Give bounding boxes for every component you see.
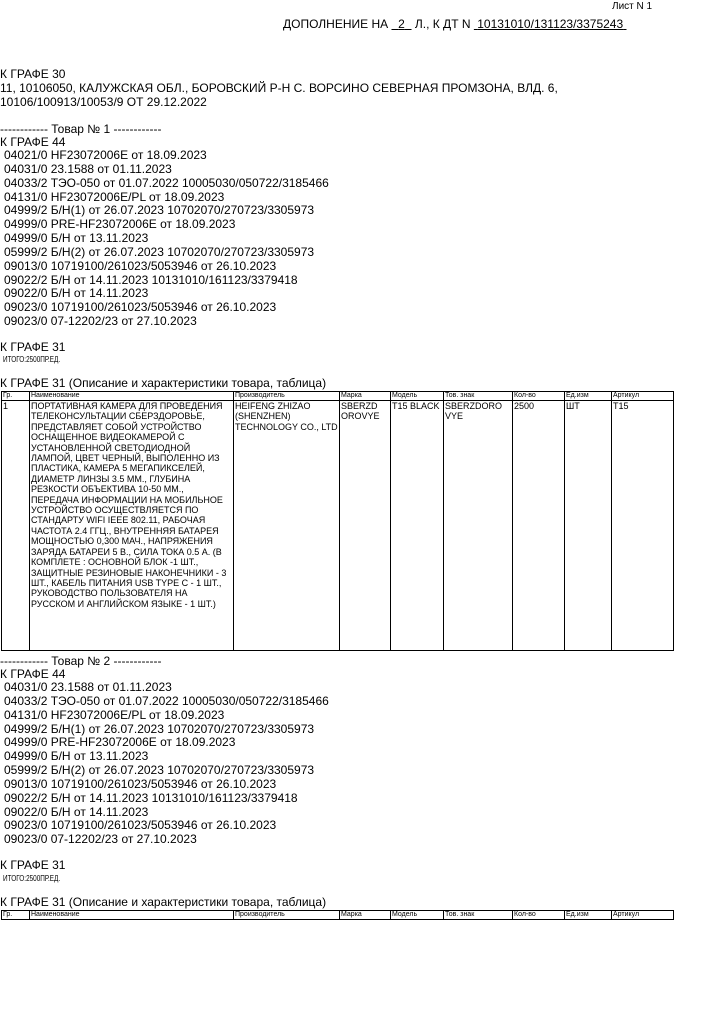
doc-line: 04033/2 ТЭО-050 от 01.07.2022 10005030/050722/3185466 [4,175,329,190]
col-qty: Кол-во [513,911,565,920]
goods1-separator: ------------ Товар № 1 ------------ [0,122,162,136]
doc-line: 04021/0 HF23072006E от 18.09.2023 [4,148,207,162]
col-qty: Кол-во [513,392,565,401]
cell-name: ПОРТАТИВНАЯ КАМЕРА ДЛЯ ПРОВЕДЕНИЯ ТЕЛЕКОНСУЛЬТАЦИИ СБЕРЗДОРОВЬЕ, ПРЕДСТАВЛЯЕТ СОБОЙ УСТРОЙСТВО ОСНАЩЕННОЕ ВИДЕОКАМЕРОЙ С УСТАНОВЛЕННОЙ СВЕТОДИОДНОЙ ЛАМПОЙ, ЦВЕТ ЧЕРНЫЙ, ВЫПОЛЕННО ИЗ ПЛАСТИКА, КАМЕРА 5 МЕГАПИКСЕЛЕЙ, ДИАМЕТР ЛИНЗЫ 3.5 ММ., ГЛУБИНА РЕЗКОСТИ ОБЪЕКТИВА 10-50 ММ., ПЕРЕДАЧА ИНФОРМАЦИИ НА МОБИЛЬНОЕ УСТРОЙСТВО ОСУЩЕСТВЛЯЕТСЯ ПО СТАНДАРТУ WIFI IEEE 802.11, РАБОЧАЯ ЧАСТОТА 2.4 ГГЦ., ВНУТРЕННЯЯ БАТАРЕЯ МОЩНОСТЬЮ 0,300 МАЧ., НАПРЯЖЕНИЯ ЗАРЯДА БАТАРЕИ 5 В., СИЛА ТОКА 0.5 А. (В КОМПЛЕТЕ : ОСНОВНОЙ БЛОК -1 ШТ., ЗАЩИТНЫЕ РЕЗИНОВЫЕ НАКОНЕЧНИКИ - 3 ШТ., КАБЕЛЬ ПИТАНИЯ USB TYPE C - 1 ШТ., РУКОВОДСТВО ПОЛЬЗОВАТЕЛЯ НА РУССКОМ И АНГЛИЙСКОМ ЯЗЫКЕ - 1 ШТ.) [30,401,234,651]
goods2-total: ИТОГО:2500ПР.ЕД. [3,874,61,883]
col-model: Модель [391,392,444,401]
doc-line: 09013/0 10719100/261023/5053946 от 26.10.2023 [4,776,277,791]
doc-line: 04131/0 HF23072006E/PL от 18.09.2023 [4,707,225,722]
goods1-docs-list [4,149,329,329]
doc-line: 09023/0 07-12202/23 от 27.10.2023 [4,832,197,847]
graph30-line1: 11, 10106050, КАЛУЖСКАЯ ОБЛ., БОРОВСКИЙ Р-Н С. ВОРСИНО СЕВЕРНАЯ ПРОМЗОНА, ВЛД. 6, [0,81,558,95]
goods1-table [1,391,674,651]
doc-line: 04999/2 Б/Н(1) от 26.07.2023 10702070/270723/3305973 [4,721,315,736]
document-header [283,17,627,31]
goods1-table-title: К ГРАФЕ 31 (Описание и характеристики товара, таблица) [0,376,327,390]
doc-line: 04033/2 ТЭО-050 от 01.07.2022 10005030/050722/3185466 [4,693,329,708]
goods1-graph31-title: К ГРАФЕ 31 [0,340,66,354]
doc-line: 09022/0 Б/Н от 14.11.2023 [4,286,149,301]
doc-line: 09023/0 07-12202/23 от 27.10.2023 [4,314,197,329]
table-header-row [2,911,674,920]
cell-article: T15 [612,401,674,651]
doc-line: 04999/2 Б/Н(1) от 26.07.2023 10702070/270723/3305973 [4,203,315,218]
doc-line: 04031/0 23.1588 от 01.11.2023 [4,680,172,694]
col-gr: Гр. [2,392,30,401]
goods1-total: ИТОГО:2500ПР.ЕД. [3,355,61,364]
header-pages: 2 [398,17,405,31]
doc-line: 04031/0 23.1588 от 01.11.2023 [4,161,172,176]
doc-line: 09022/0 Б/Н от 14.11.2023 [4,804,149,819]
cell-trademark: SBERZDORO VYE [444,401,513,651]
col-brand: Марка [340,392,391,401]
sheet-label: Лист N 1 [612,1,653,12]
goods2-graph31-title: К ГРАФЕ 31 [0,858,66,872]
doc-line: 04999/0 PRE-HF23072006E от 18.09.2023 [4,217,236,232]
header-dt-number: 10131010/131123/3375243 [477,17,624,31]
col-name: Наименование [30,392,234,401]
cell-unit: ШТ [565,401,612,651]
goods2-table [1,910,674,920]
doc-line: 04131/0 HF23072006E/PL от 18.09.2023 [4,189,225,204]
col-unit: Ед.изм [565,911,612,920]
cell-manufacturer: HEIFENG ZHIZAO (SHENZHEN) TECHNOLOGY CO., LTD [234,401,340,651]
doc-line: 04999/0 PRE-HF23072006E от 18.09.2023 [4,735,236,750]
header-prefix: ДОПОЛНЕНИЕ НА [283,17,389,31]
col-article: Артикул [612,911,674,920]
col-name: Наименование [30,911,234,920]
goods1-graph44-title: К ГРАФЕ 44 [0,135,66,149]
col-manufacturer: Производитель [234,911,340,920]
col-unit: Ед.изм [565,392,612,401]
col-brand: Марка [340,911,391,920]
doc-line: 05999/2 Б/Н(2) от 26.07.2023 10702070/270723/3305973 [4,244,315,259]
doc-line: 09022/2 Б/Н от 14.11.2023 10131010/161123/3379418 [4,790,298,805]
goods2-separator: ------------ Товар № 2 ------------ [0,654,162,668]
col-manufacturer: Производитель [234,392,340,401]
graph30-line2: 10106/100913/10053/9 ОТ 29.12.2022 [0,95,207,109]
goods2-graph44-title: К ГРАФЕ 44 [0,667,66,681]
doc-line: 09023/0 10719100/261023/5053946 от 26.10.2023 [4,300,277,315]
cell-model: T15 BLACK [391,401,444,651]
table-header-row [2,392,674,401]
doc-line: 04999/0 Б/Н от 13.11.2023 [4,749,149,764]
doc-line: 04999/0 Б/Н от 13.11.2023 [4,231,149,246]
goods2-docs-list [4,681,329,847]
doc-line: 09022/2 Б/Н от 14.11.2023 10131010/161123/3379418 [4,272,298,287]
doc-line: 09023/0 10719100/261023/5053946 от 26.10.2023 [4,818,277,833]
goods2-table-title: К ГРАФЕ 31 (Описание и характеристики товара, таблица) [0,895,327,909]
col-gr: Гр. [2,911,30,920]
header-middle: Л., К ДТ N [414,17,471,31]
table-row [2,401,674,651]
col-trademark: Тов. знак [444,392,513,401]
col-trademark: Тов. знак [444,911,513,920]
graph30-title: К ГРАФЕ 30 [0,67,66,81]
cell-qty: 2500 [513,401,565,651]
col-article: Артикул [612,392,674,401]
cell-brand: SBERZD OROVYE [340,401,391,651]
cell-gr: 1 [2,401,30,651]
col-model: Модель [391,911,444,920]
doc-line: 05999/2 Б/Н(2) от 26.07.2023 10702070/270723/3305973 [4,763,315,778]
doc-line: 09013/0 10719100/261023/5053946 от 26.10.2023 [4,258,277,273]
